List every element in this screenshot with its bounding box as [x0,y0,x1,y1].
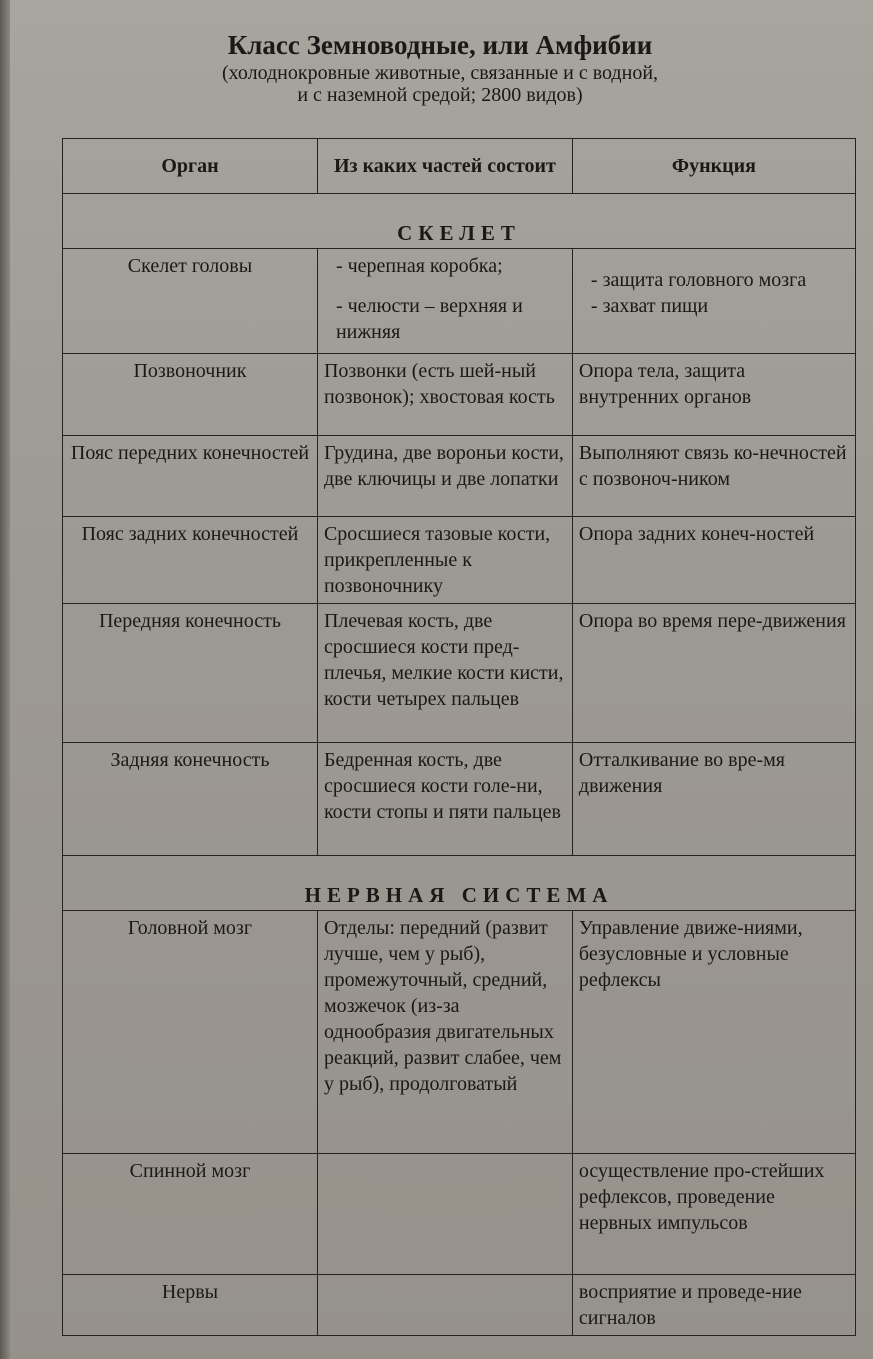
table-row [63,1275,856,1336]
organ-cell: Нервы [63,1275,318,1336]
parts-cell: Бедренная кость, две сросшиеся кости голе-ни, кости стопы и пяти пальцев [317,743,572,856]
header-organ: Орган [63,139,318,194]
book-gutter [0,0,10,1359]
organ-cell: Передняя конечность [63,604,318,743]
parts-item: - челюсти – верхняя и нижняя [335,295,523,343]
table-row [63,517,856,604]
organ-cell: Пояс передних конечностей [63,436,318,517]
organ-cell: Скелет головы [63,249,318,354]
parts-cell [317,249,572,354]
parts-cell [317,1275,572,1336]
function-cell: восприятие и проведе-ние сигналов [572,1275,855,1336]
function-cell: Управление движе-ниями, безусловные и условные рефлексы [572,911,855,1154]
parts-item: - черепная коробка; [335,255,503,277]
amphibian-table-wrapper [62,138,856,1336]
header-parts: Из каких частей состоит [317,139,572,194]
page-title: Класс Земноводные, или Амфибии [227,30,653,60]
function-cell: осуществление про-стейших рефлексов, проведение нервных импульсов [572,1154,855,1275]
function-item: - захват пищи [590,295,709,317]
subtitle-line-1: (холоднокровные животные, связанные и с водной, [221,62,659,84]
table-row [63,354,856,436]
page-header [60,28,820,106]
organ-cell: Головной мозг [63,911,318,1154]
subtitle-line-2: и с наземной средой; 2800 видов) [297,84,583,106]
table-row [63,911,856,1154]
section-title-skeleton: СКЕЛЕТ [63,194,856,249]
section-row-skeleton [63,194,856,249]
organ-cell: Задняя конечность [63,743,318,856]
table-row [63,743,856,856]
function-cell: Опора тела, защита внутренних органов [572,354,855,436]
table-row [63,436,856,517]
function-cell: Опора задних конеч-ностей [572,517,855,604]
header-function: Функция [572,139,855,194]
section-row-nervous [63,856,856,911]
parts-cell: Плечевая кость, две сросшиеся кости пред-плечья, мелкие кости кисти, кости четырех пальцев [317,604,572,743]
table-header-row [63,139,856,194]
amphibian-organs-table [62,138,856,1336]
function-item: - защита головного мозга [590,269,807,291]
parts-cell: Позвонки (есть шей-ный позвонок); хвостовая кость [317,354,572,436]
organ-cell: Пояс задних конечностей [63,517,318,604]
table-row [63,249,856,354]
function-cell: Опора во время пере-движения [572,604,855,743]
parts-cell: Грудина, две вороньи кости, две ключицы и две лопатки [317,436,572,517]
organ-cell: Позвоночник [63,354,318,436]
table-row [63,604,856,743]
table-row [63,1154,856,1275]
parts-cell: Сросшиеся тазовые кости, прикрепленные к позвоночнику [317,517,572,604]
parts-cell [317,1154,572,1275]
organ-cell: Спинной мозг [63,1154,318,1275]
function-cell [572,249,855,354]
section-title-nervous: НЕРВНАЯ СИСТЕМА [63,856,856,911]
parts-cell: Отделы: передний (развит лучше, чем у рыб), промежуточный, средний, мозжечок (из-за однообразия двигательных реакций, развит слабее, чем у рыб), продолговатый [317,911,572,1154]
function-cell: Отталкивание во вре-мя движения [572,743,855,856]
function-cell: Выполняют связь ко-нечностей с позвоноч-ником [572,436,855,517]
